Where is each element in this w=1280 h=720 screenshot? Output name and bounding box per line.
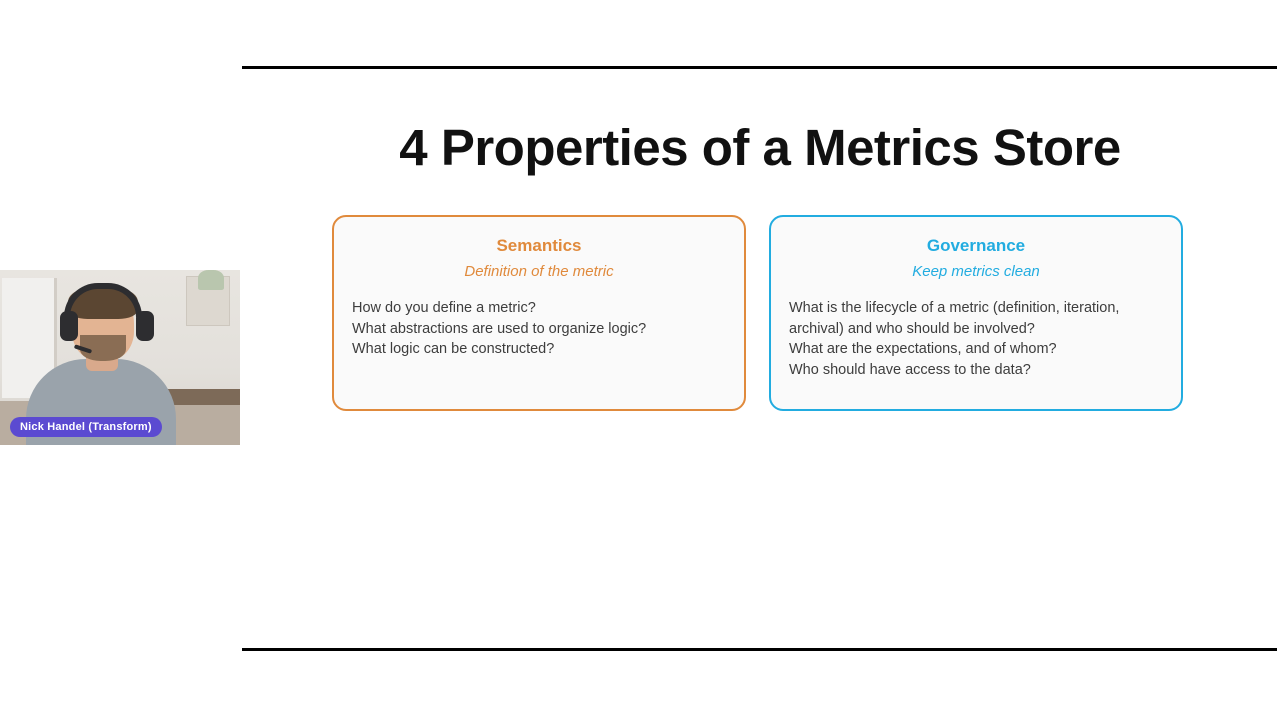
slide-title: 4 Properties of a Metrics Store [399,119,1121,176]
card-governance-line-1: What is the lifecycle of a metric (definition, iteration, archival) and who should be involved? [789,300,1120,337]
card-governance-line-2: What are the expectations, and of whom? [789,341,1057,357]
card-semantics-subtitle: Definition of the metric [464,263,614,280]
card-semantics-line-3: What logic can be constructed? [352,341,555,357]
card-governance-line-3: Who should have access to the data? [789,361,1031,378]
card-semantics-line-2: What abstractions are used to organize logic? [352,320,647,337]
plant-shape [198,270,224,290]
headset-left-cup-icon [60,311,78,341]
card-semantics-line-1: How do you define a metric? [352,300,536,316]
card-governance-body [789,298,1163,380]
card-semantics-body [352,298,726,360]
participant-name-badge: Nick Handel (Transform) [10,417,162,437]
webcam-tile[interactable] [0,270,240,445]
card-semantics-title: Semantics [496,236,582,255]
card-governance-title: Governance [926,236,1026,255]
card-governance [769,215,1183,411]
slide-bottom-rule [242,648,1277,651]
card-semantics [332,215,746,411]
slide-top-rule [242,66,1277,69]
slide-content [240,0,1280,720]
card-governance-subtitle: Keep metrics clean [912,263,1040,280]
headset-right-cup-icon [136,311,154,341]
